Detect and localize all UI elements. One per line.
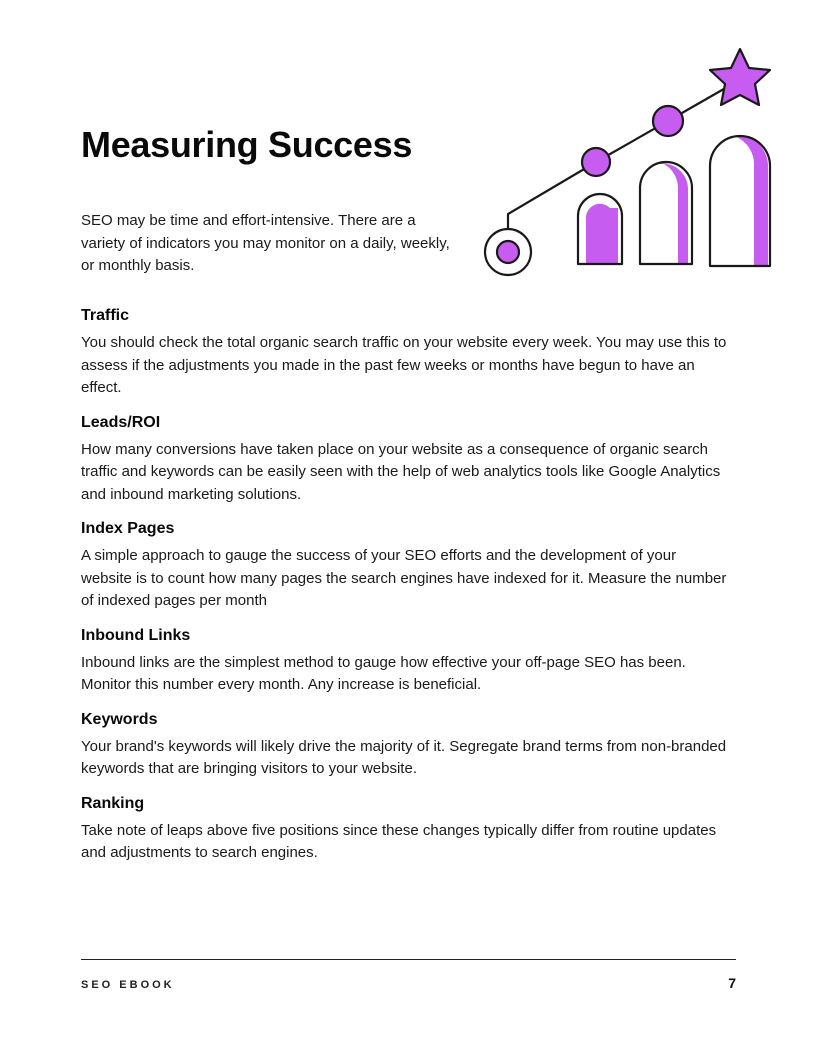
content-sections <box>81 306 731 878</box>
section-heading: Leads/ROI <box>81 413 161 431</box>
bar-medium-fill <box>656 163 688 264</box>
section-body: Take note of leaps above five positions since these changes typically differ from routine updates and adjustments to search engines. <box>81 821 717 861</box>
section-heading: Index Pages <box>81 520 175 537</box>
section-heading: Keywords <box>81 710 158 728</box>
star-shape <box>710 49 770 105</box>
page-number: 7 <box>728 975 736 991</box>
section-ranking <box>81 794 731 865</box>
section-inbound-links <box>81 626 731 697</box>
section-heading: Ranking <box>81 794 145 812</box>
start-dot <box>497 241 519 263</box>
section-body: A simple approach to gauge the success of your SEO efforts and the development of your website is to count how many pages the search engines have indexed for it. Measure the number of indexed pages per month <box>81 547 727 609</box>
section-body: Your brand's keywords will likely drive the majority of it. Segregate brand terms from non-branded keywords that are bringing visitors to your website. <box>81 737 727 777</box>
section-index-pages <box>81 519 731 613</box>
section-traffic <box>81 306 731 400</box>
footer-label: SEO EBOOK <box>81 979 175 991</box>
footer-divider <box>81 959 736 960</box>
bar-large-fill <box>734 136 768 266</box>
growth-chart-star-icon <box>478 40 778 280</box>
section-body: How many conversions have taken place on your website as a consequence of organic search traffic and keywords can be easily seen with the help of web analytics tools like Google Analytics and inbound marketing solutions. <box>81 440 721 503</box>
milestone-dot-2 <box>653 106 683 136</box>
intro-paragraph: SEO may be time and effort-intensive. There are a variety of indicators you may monitor on a daily, weekly, or monthly basis. <box>81 212 450 274</box>
bar-small-fill <box>586 204 618 264</box>
section-heading: Traffic <box>81 307 130 324</box>
section-leads-roi <box>81 413 731 507</box>
section-body: Inbound links are the simplest method to gauge how effective your off-page SEO has been. Monitor this number every month. Any increase is beneficial. <box>81 653 686 693</box>
milestone-dot-1 <box>582 148 610 176</box>
page-title: Measuring Success <box>81 124 413 165</box>
section-keywords <box>81 710 731 781</box>
section-body: You should check the total organic search traffic on your website every week. You may use this to assess if the adjustments you made in the past few weeks or months have begun to have an effect. <box>81 334 727 396</box>
section-heading: Inbound Links <box>81 626 191 644</box>
